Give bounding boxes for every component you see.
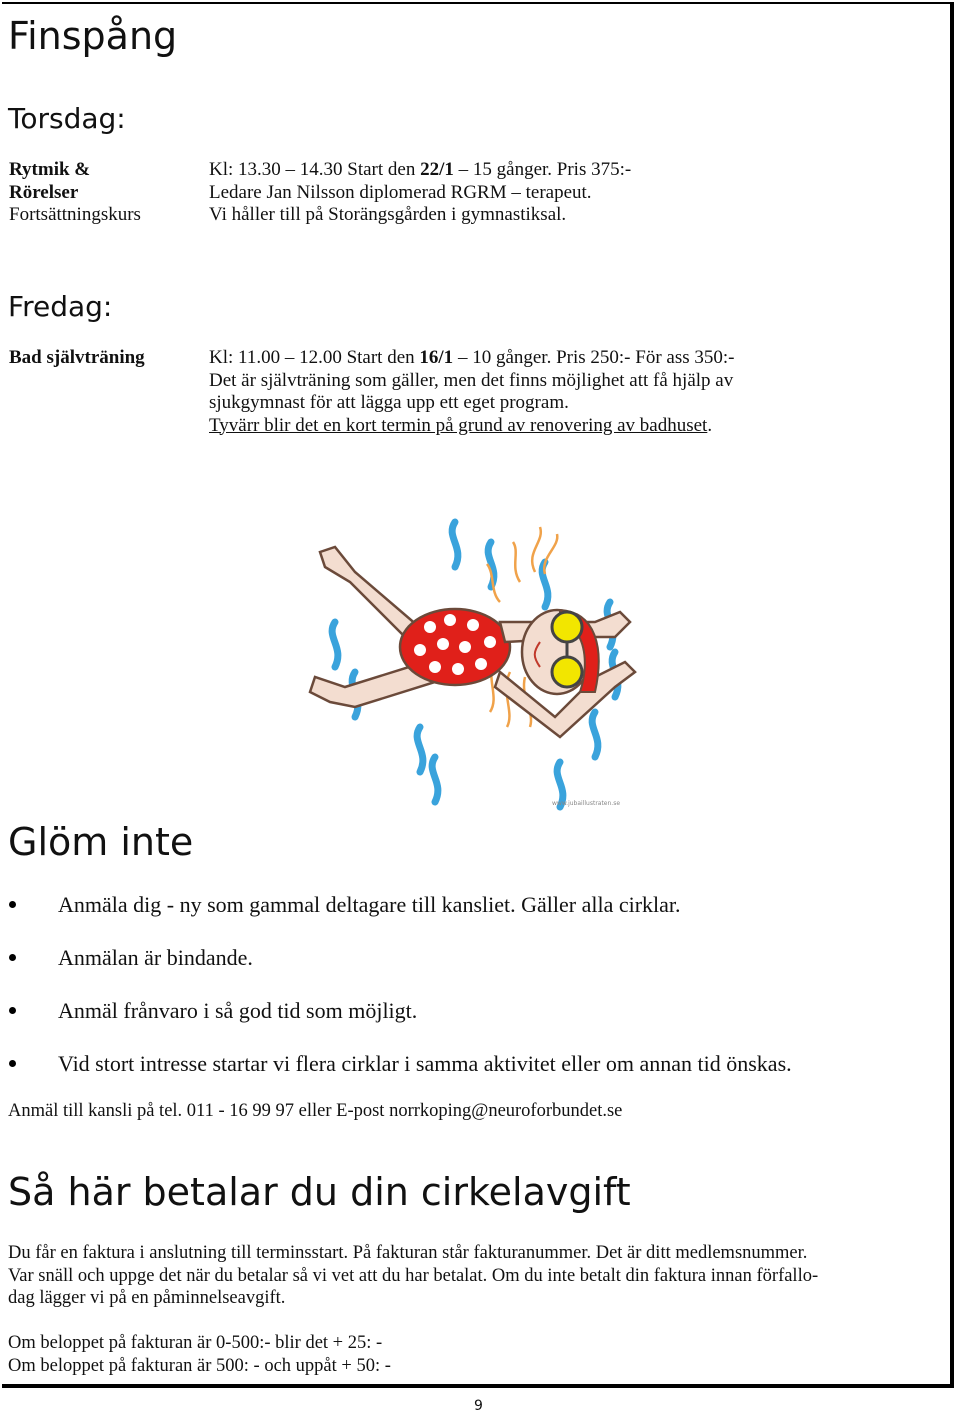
details-line-4	[209, 415, 929, 438]
swimmer-illustration	[295, 512, 665, 812]
friday-details	[209, 347, 929, 437]
friday-heading: Fredag:	[8, 290, 113, 323]
thursday-heading: Torsdag:	[8, 102, 126, 135]
list-item-text: Vid stort intresse startar vi flera cirklar i samma aktivitet eller om annan tid önskas.	[58, 1051, 792, 1076]
contact-info: Anmäl till kansli på tel. 011 - 16 99 97 eller E-post norrkoping@neuroforbundet.se	[8, 1101, 623, 1121]
list-item	[8, 998, 948, 1051]
remember-list	[8, 892, 948, 1104]
payment-text	[8, 1242, 818, 1310]
text-segment: – 10 gånger. Pris 250:- För ass 350:-	[453, 347, 735, 368]
payment-line: dag lägger vi på en påminnelseavgift.	[8, 1288, 286, 1308]
page-number: 9	[474, 1398, 483, 1414]
list-item-text: Anmälan är bindande.	[58, 945, 253, 970]
details-line-2: Ledare Jan Nilsson diplomerad RGRM – terapeut.	[209, 181, 592, 203]
thursday-details	[209, 159, 929, 227]
start-date: 22/1	[420, 159, 454, 180]
details-line-2: Det är självträning som gäller, men det finns möjlighet att få hjälp av	[209, 369, 734, 391]
course-name-line: Rytmik &	[9, 159, 91, 180]
list-item	[8, 892, 948, 945]
payment-line: Var snäll och uppge det när du betalar så vi vet att du har betalat. Om du inte betalt din faktura innan förfallo-	[8, 1265, 819, 1286]
start-date: 16/1	[419, 347, 454, 368]
bullet-icon	[9, 1060, 16, 1067]
bullet-icon	[9, 1007, 16, 1014]
payment-rule: Om beloppet på fakturan är 0-500:- blir det + 25: -	[8, 1333, 383, 1353]
details-line-3: sjukgymnast för att lägga upp ett eget program.	[209, 392, 569, 413]
remember-heading: Glöm inte	[8, 820, 194, 864]
list-item-text: Anmäla dig - ny som gammal deltagare till kansliet. Gäller alla cirklar.	[58, 892, 681, 917]
list-item	[8, 1051, 948, 1104]
payment-heading: Så här betalar du din cirkelavgift	[8, 1170, 631, 1214]
bullet-icon	[9, 954, 16, 961]
bullet-icon	[9, 901, 16, 908]
list-item	[8, 945, 948, 998]
details-line-1	[209, 347, 929, 370]
list-item-text: Anmäl frånvaro i så god tid som möjligt.	[58, 998, 418, 1023]
text-segment: .	[707, 414, 713, 436]
text-segment: Kl: 13.30 – 14.30 Start den	[209, 159, 421, 180]
details-line-1	[209, 159, 929, 182]
course-name-line: Fortsättningskurs	[9, 204, 141, 225]
details-line-3: Vi håller till på Storängsgården i gymnastiksal.	[209, 204, 567, 225]
thursday-course-name	[9, 159, 199, 227]
text-segment: Kl: 11.00 – 12.00 Start den	[209, 347, 420, 368]
page-title: Finspång	[8, 14, 178, 58]
underlined-notice: Tyvärr blir det en kort termin på grund av renovering av badhuset	[209, 414, 708, 436]
friday-course-name: Bad självträning	[9, 347, 145, 368]
payment-rules	[8, 1332, 391, 1377]
course-name-line: Rörelser	[9, 181, 79, 203]
text-segment: – 15 gånger. Pris 375:-	[453, 159, 632, 180]
payment-line: Du får en faktura i anslutning till terminsstart. På fakturan står fakturanummer. Det är ditt medlemsnummer.	[8, 1243, 808, 1263]
payment-rule: Om beloppet på fakturan är 500: - och uppåt + 50: -	[8, 1355, 391, 1376]
illustration-credit: www.jubaillustraten.se	[552, 800, 621, 807]
